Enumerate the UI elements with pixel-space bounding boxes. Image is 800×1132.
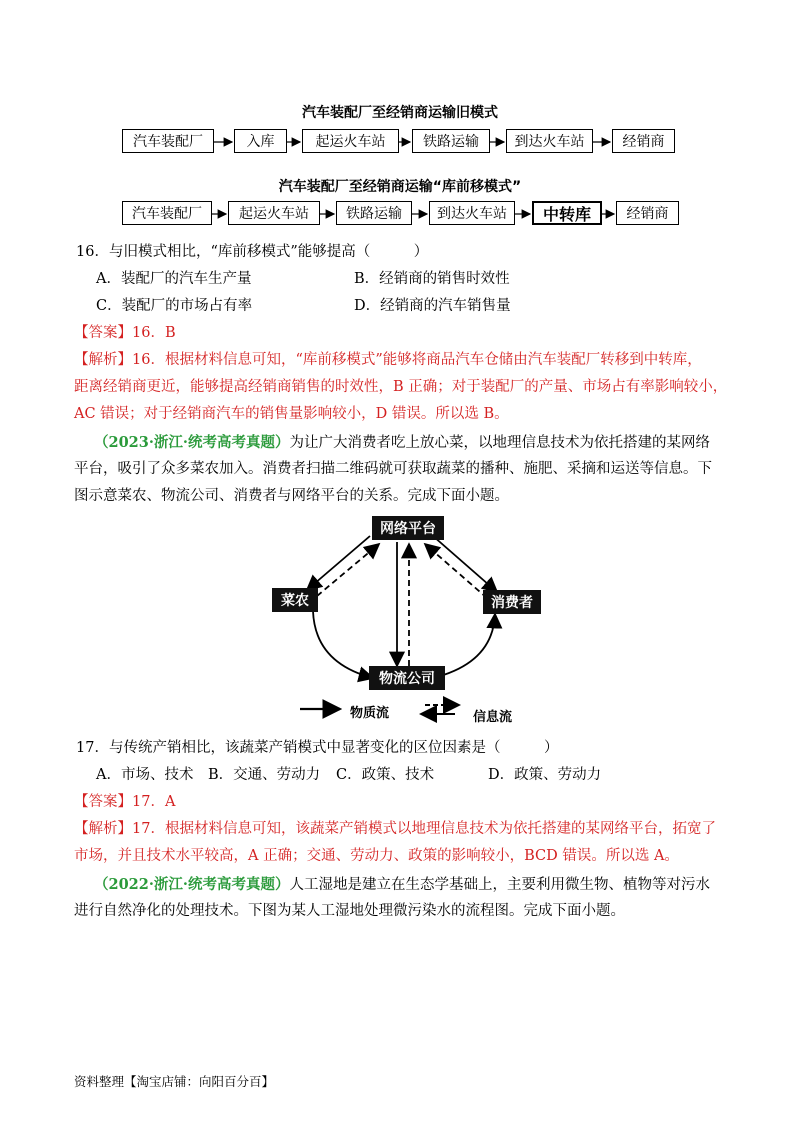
old-flowchart <box>122 129 682 155</box>
old-flow-title: 汽车装配厂至经销商运输旧模式 <box>302 105 498 121</box>
new-step-rail: 铁路运输 <box>336 201 412 225</box>
diagram-lines <box>255 508 555 730</box>
passage-2022-line-2: 进行自然净化的处理技术。下图为某人工湿地处理微污染水的流程图。完成下面小题。 <box>74 903 625 919</box>
new-step-departure-station: 起运火车站 <box>228 201 320 225</box>
passage-2023-line-2: 平台，吸引了众多菜农加入。消费者扫描二维码就可获取蔬菜的播种、施肥、采摘和运送等信息。下 <box>74 461 712 477</box>
q16-option-d: D．经销商的汽车销售量 <box>354 298 511 314</box>
q17-answer: 【答案】17．A <box>74 794 176 810</box>
q17-option-a: A．市场、技术 <box>96 767 194 783</box>
legend-info-flow: 信息流 <box>473 710 513 725</box>
q17-option-b: B．交通、劳动力 <box>208 767 321 783</box>
passage-2023-text-1: 为让广大消费者吃上放心菜，以地理信息技术为依托搭建的某网络 <box>289 435 710 451</box>
old-step-assembly: 汽车装配厂 <box>122 129 214 153</box>
passage-2023-line-1 <box>94 429 710 457</box>
passage-2023-source: （2023·浙江·统考高考真题） <box>94 434 290 451</box>
new-step-dealer: 经销商 <box>616 201 679 225</box>
old-step-dealer: 经销商 <box>612 129 675 153</box>
page-footer: 资料整理【淘宝店铺：向阳百分百】 <box>74 1074 275 1089</box>
new-flow-title: 汽车装配厂至经销商运输“库前移模式” <box>278 179 522 195</box>
passage-2022-line-1 <box>94 871 710 899</box>
passage-2022-source: （2022·浙江·统考高考真题） <box>94 876 290 893</box>
relationship-diagram <box>255 508 555 730</box>
old-step-arrival-station: 到达火车站 <box>506 129 593 153</box>
q16-option-b: B．经销商的销售时效性 <box>354 271 510 287</box>
node-logistics: 物流公司 <box>369 666 445 690</box>
q17-stem: 17．与传统产销相比，该蔬菜产销模式中显著变化的区位因素是（ ） <box>76 740 559 756</box>
q16-analysis-line-3: AC 错误；对于经销商汽车的销售量影响较小，D 错误。所以选 B。 <box>74 406 509 422</box>
legend-material-flow: 物质流 <box>350 706 390 721</box>
q16-analysis-line-1: 【解析】16．根据材料信息可知，“库前移模式”能够将商品汽车仓储由汽车装配厂转移到中转库， <box>74 352 702 368</box>
node-farmer: 菜农 <box>272 588 318 612</box>
q16-answer: 【答案】16．B <box>74 325 176 341</box>
q16-stem: 16．与旧模式相比，“库前移模式”能够提高（ ） <box>76 244 429 260</box>
new-step-transfer-warehouse: 中转库 <box>532 201 602 225</box>
passage-2023-line-3: 图示意菜农、物流公司、消费者与网络平台的关系。完成下面小题。 <box>74 488 509 504</box>
q16-option-a: A．装配厂的汽车生产量 <box>96 271 252 287</box>
node-platform: 网络平台 <box>372 516 444 540</box>
new-flowchart <box>122 201 682 227</box>
q17-analysis-line-1: 【解析】17．根据材料信息可知，该蔬菜产销模式以地理信息技术为依托搭建的某网络平台，拓宽了 <box>74 821 716 837</box>
passage-2022-text-1: 人工湿地是建立在生态学基础上，主要利用微生物、植物等对污水 <box>289 877 710 893</box>
old-step-storage: 入库 <box>234 129 287 153</box>
old-step-departure-station: 起运火车站 <box>302 129 399 153</box>
new-step-assembly: 汽车装配厂 <box>122 201 212 225</box>
new-step-arrival-station: 到达火车站 <box>429 201 515 225</box>
node-consumer: 消费者 <box>483 590 541 614</box>
q16-option-c: C．装配厂的市场占有率 <box>96 298 253 314</box>
q17-option-c: C．政策、技术 <box>336 767 435 783</box>
q17-option-d: D．政策、劳动力 <box>488 767 602 783</box>
old-step-rail: 铁路运输 <box>412 129 490 153</box>
q17-analysis-line-2: 市场，并且技术水平较高，A 正确；交通、劳动力、政策的影响较小，BCD 错误。所以选 A。 <box>74 848 679 864</box>
q16-analysis-line-2: 距离经销商更近，能够提高经销商销售的时效性，B 正确；对于装配厂的产量、市场占有率影响较小， <box>74 379 728 395</box>
